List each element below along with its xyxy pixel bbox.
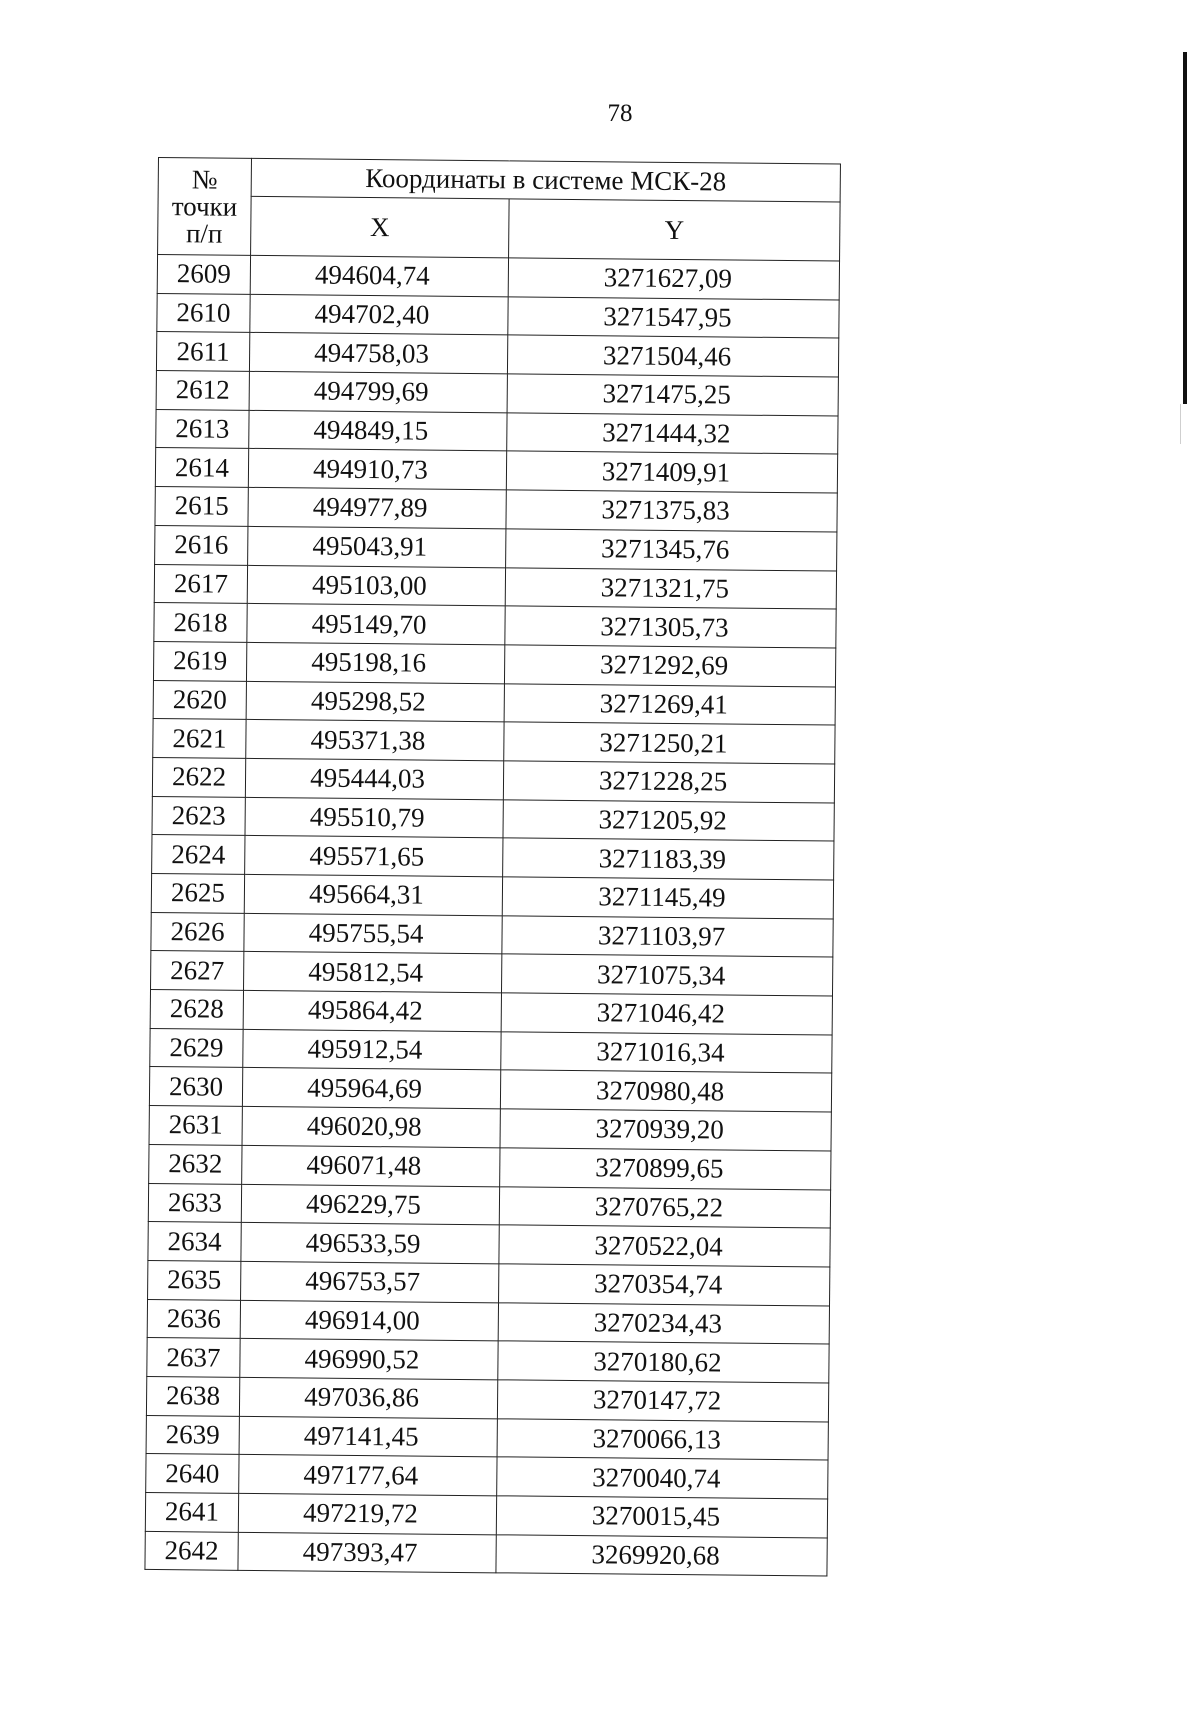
cell-x: 496990,52	[240, 1339, 498, 1380]
cell-y: 3271475,25	[507, 374, 838, 416]
cell-x: 496533,59	[241, 1223, 499, 1264]
table-row	[146, 1376, 828, 1421]
table-row	[151, 951, 833, 996]
cell-x: 497141,45	[239, 1416, 497, 1457]
header-point-number: № точки п/п	[158, 158, 252, 256]
cell-y: 3270015,45	[496, 1496, 827, 1538]
cell-point-number: 2639	[146, 1415, 239, 1455]
cell-point-number: 2616	[155, 525, 248, 565]
cell-x: 497393,47	[238, 1532, 496, 1573]
cell-point-number: 2634	[148, 1222, 241, 1262]
cell-x: 494758,03	[249, 333, 507, 374]
table-row	[147, 1338, 829, 1383]
table-row	[145, 1531, 827, 1576]
table-row	[145, 1492, 827, 1537]
cell-y: 3271016,34	[501, 1032, 832, 1074]
cell-x: 495298,52	[246, 681, 504, 722]
cell-y: 3271305,73	[505, 606, 836, 648]
cell-y: 3271504,46	[507, 335, 838, 377]
cell-point-number: 2619	[153, 641, 246, 681]
cell-point-number: 2637	[147, 1338, 240, 1378]
table-row	[153, 680, 835, 725]
cell-point-number: 2610	[157, 293, 250, 333]
table-row	[153, 641, 835, 686]
cell-y: 3271292,69	[504, 645, 835, 687]
cell-y: 3271627,09	[508, 258, 839, 300]
cell-x: 496229,75	[241, 1184, 499, 1225]
cell-point-number: 2641	[145, 1492, 238, 1532]
cell-point-number: 2636	[147, 1299, 240, 1339]
cell-y: 3270354,74	[499, 1264, 830, 1306]
cell-point-number: 2631	[149, 1106, 242, 1146]
cell-y: 3270234,43	[498, 1302, 829, 1344]
table-row	[153, 719, 835, 764]
cell-y: 3271375,83	[506, 490, 837, 532]
header-x: X	[251, 196, 510, 257]
cell-y: 3271321,75	[505, 567, 836, 609]
cell-point-number: 2633	[148, 1183, 241, 1223]
cell-x: 495149,70	[247, 604, 505, 645]
table-row	[152, 796, 834, 841]
cell-x: 496753,57	[241, 1261, 499, 1302]
table-row	[156, 409, 838, 454]
cell-point-number: 2617	[154, 564, 247, 604]
cell-point-number: 2614	[155, 448, 248, 488]
table-row	[155, 487, 837, 532]
header-coordinate-system: Координаты в системе МСК-28	[251, 158, 840, 202]
cell-y: 3270180,62	[498, 1341, 829, 1383]
header-y: Y	[509, 199, 841, 261]
cell-point-number: 2613	[156, 409, 249, 449]
cell-y: 3270765,22	[499, 1186, 830, 1228]
cell-y: 3271183,39	[503, 838, 834, 880]
cell-y: 3271547,95	[508, 297, 839, 339]
table-row	[151, 912, 833, 957]
cell-x: 494702,40	[250, 294, 508, 335]
table-row	[150, 990, 832, 1035]
table-subheader-row	[158, 196, 841, 262]
cell-x: 494977,89	[248, 488, 506, 529]
coordinates-table	[144, 157, 841, 1577]
cell-y: 3270939,20	[500, 1109, 831, 1151]
cell-x: 495510,79	[245, 797, 503, 838]
cell-x: 495864,42	[243, 990, 501, 1031]
cell-point-number: 2620	[153, 680, 246, 720]
cell-point-number: 2628	[150, 990, 243, 1030]
cell-x: 494910,73	[248, 449, 506, 490]
table-row	[149, 1067, 831, 1112]
table-row	[152, 835, 834, 880]
cell-x: 494849,15	[249, 410, 507, 451]
cell-y: 3270899,65	[500, 1148, 831, 1190]
table-row	[148, 1260, 830, 1305]
cell-point-number: 2615	[155, 487, 248, 527]
cell-point-number: 2609	[157, 255, 250, 295]
table-row	[157, 293, 839, 338]
cell-y: 3269920,68	[496, 1534, 827, 1576]
cell-x: 497177,64	[239, 1455, 497, 1496]
cell-point-number: 2623	[152, 796, 245, 836]
cell-point-number: 2622	[152, 757, 245, 797]
table-row	[152, 757, 834, 802]
table-row	[157, 255, 839, 300]
cell-x: 496914,00	[240, 1300, 498, 1341]
cell-x: 495371,38	[246, 720, 504, 761]
cell-x: 494604,74	[250, 255, 508, 296]
cell-x: 497036,86	[239, 1377, 497, 1418]
cell-x: 495912,54	[243, 1029, 501, 1070]
cell-y: 3271250,21	[504, 722, 835, 764]
cell-x: 497219,72	[238, 1493, 496, 1534]
cell-x: 496020,98	[242, 1106, 500, 1147]
table-row	[156, 332, 838, 377]
table-row	[147, 1299, 829, 1344]
table-row	[148, 1222, 830, 1267]
cell-x: 495198,16	[246, 642, 504, 683]
cell-y: 3271444,32	[507, 413, 838, 455]
table-row	[150, 1028, 832, 1073]
cell-y: 3270040,74	[497, 1457, 828, 1499]
table-row	[154, 603, 836, 648]
cell-y: 3271145,49	[502, 877, 833, 919]
cell-point-number: 2625	[151, 873, 244, 913]
table-row	[155, 525, 837, 570]
cell-point-number: 2626	[151, 912, 244, 952]
cell-x: 494799,69	[249, 371, 507, 412]
cell-point-number: 2611	[156, 332, 249, 372]
cell-point-number: 2629	[150, 1028, 243, 1068]
cell-y: 3271103,97	[502, 916, 833, 958]
cell-point-number: 2618	[154, 603, 247, 643]
cell-y: 3270066,13	[497, 1418, 828, 1460]
cell-point-number: 2624	[152, 835, 245, 875]
cell-point-number: 2612	[156, 371, 249, 411]
cell-x: 495103,00	[247, 565, 505, 606]
cell-y: 3271409,91	[506, 451, 837, 493]
cell-x: 495964,69	[242, 1068, 500, 1109]
cell-point-number: 2621	[153, 719, 246, 759]
cell-y: 3271345,76	[506, 529, 837, 571]
table-row	[154, 564, 836, 609]
table-row	[156, 371, 838, 416]
page-number: 78	[607, 100, 633, 127]
cell-x: 495043,91	[248, 526, 506, 567]
cell-x: 495812,54	[244, 952, 502, 993]
cell-point-number: 2642	[145, 1531, 238, 1571]
scan-edge-mark-faint	[1180, 404, 1181, 444]
cell-y: 3271046,42	[501, 993, 832, 1035]
cell-x: 495444,03	[245, 758, 503, 799]
cell-y: 3270522,04	[499, 1225, 830, 1267]
table-header-row	[158, 158, 840, 203]
table-row	[148, 1183, 830, 1228]
cell-x: 495571,65	[245, 836, 503, 877]
cell-y: 3271269,41	[504, 683, 835, 725]
table-row	[155, 448, 837, 493]
cell-point-number: 2630	[149, 1067, 242, 1107]
table-row	[146, 1415, 828, 1460]
cell-point-number: 2627	[151, 951, 244, 991]
table-row	[146, 1454, 828, 1499]
cell-point-number: 2632	[149, 1144, 242, 1184]
cell-y: 3271228,25	[503, 761, 834, 803]
cell-point-number: 2640	[146, 1454, 239, 1494]
cell-y: 3271075,34	[501, 954, 832, 996]
cell-x: 495664,31	[244, 874, 502, 915]
cell-x: 496071,48	[242, 1145, 500, 1186]
cell-point-number: 2638	[146, 1376, 239, 1416]
cell-y: 3270980,48	[500, 1070, 831, 1112]
cell-point-number: 2635	[148, 1260, 241, 1300]
table-row	[149, 1106, 831, 1151]
cell-y: 3270147,72	[497, 1380, 828, 1422]
cell-y: 3271205,92	[503, 799, 834, 841]
cell-x: 495755,54	[244, 913, 502, 954]
table-row	[151, 873, 833, 918]
table-row	[149, 1144, 831, 1189]
